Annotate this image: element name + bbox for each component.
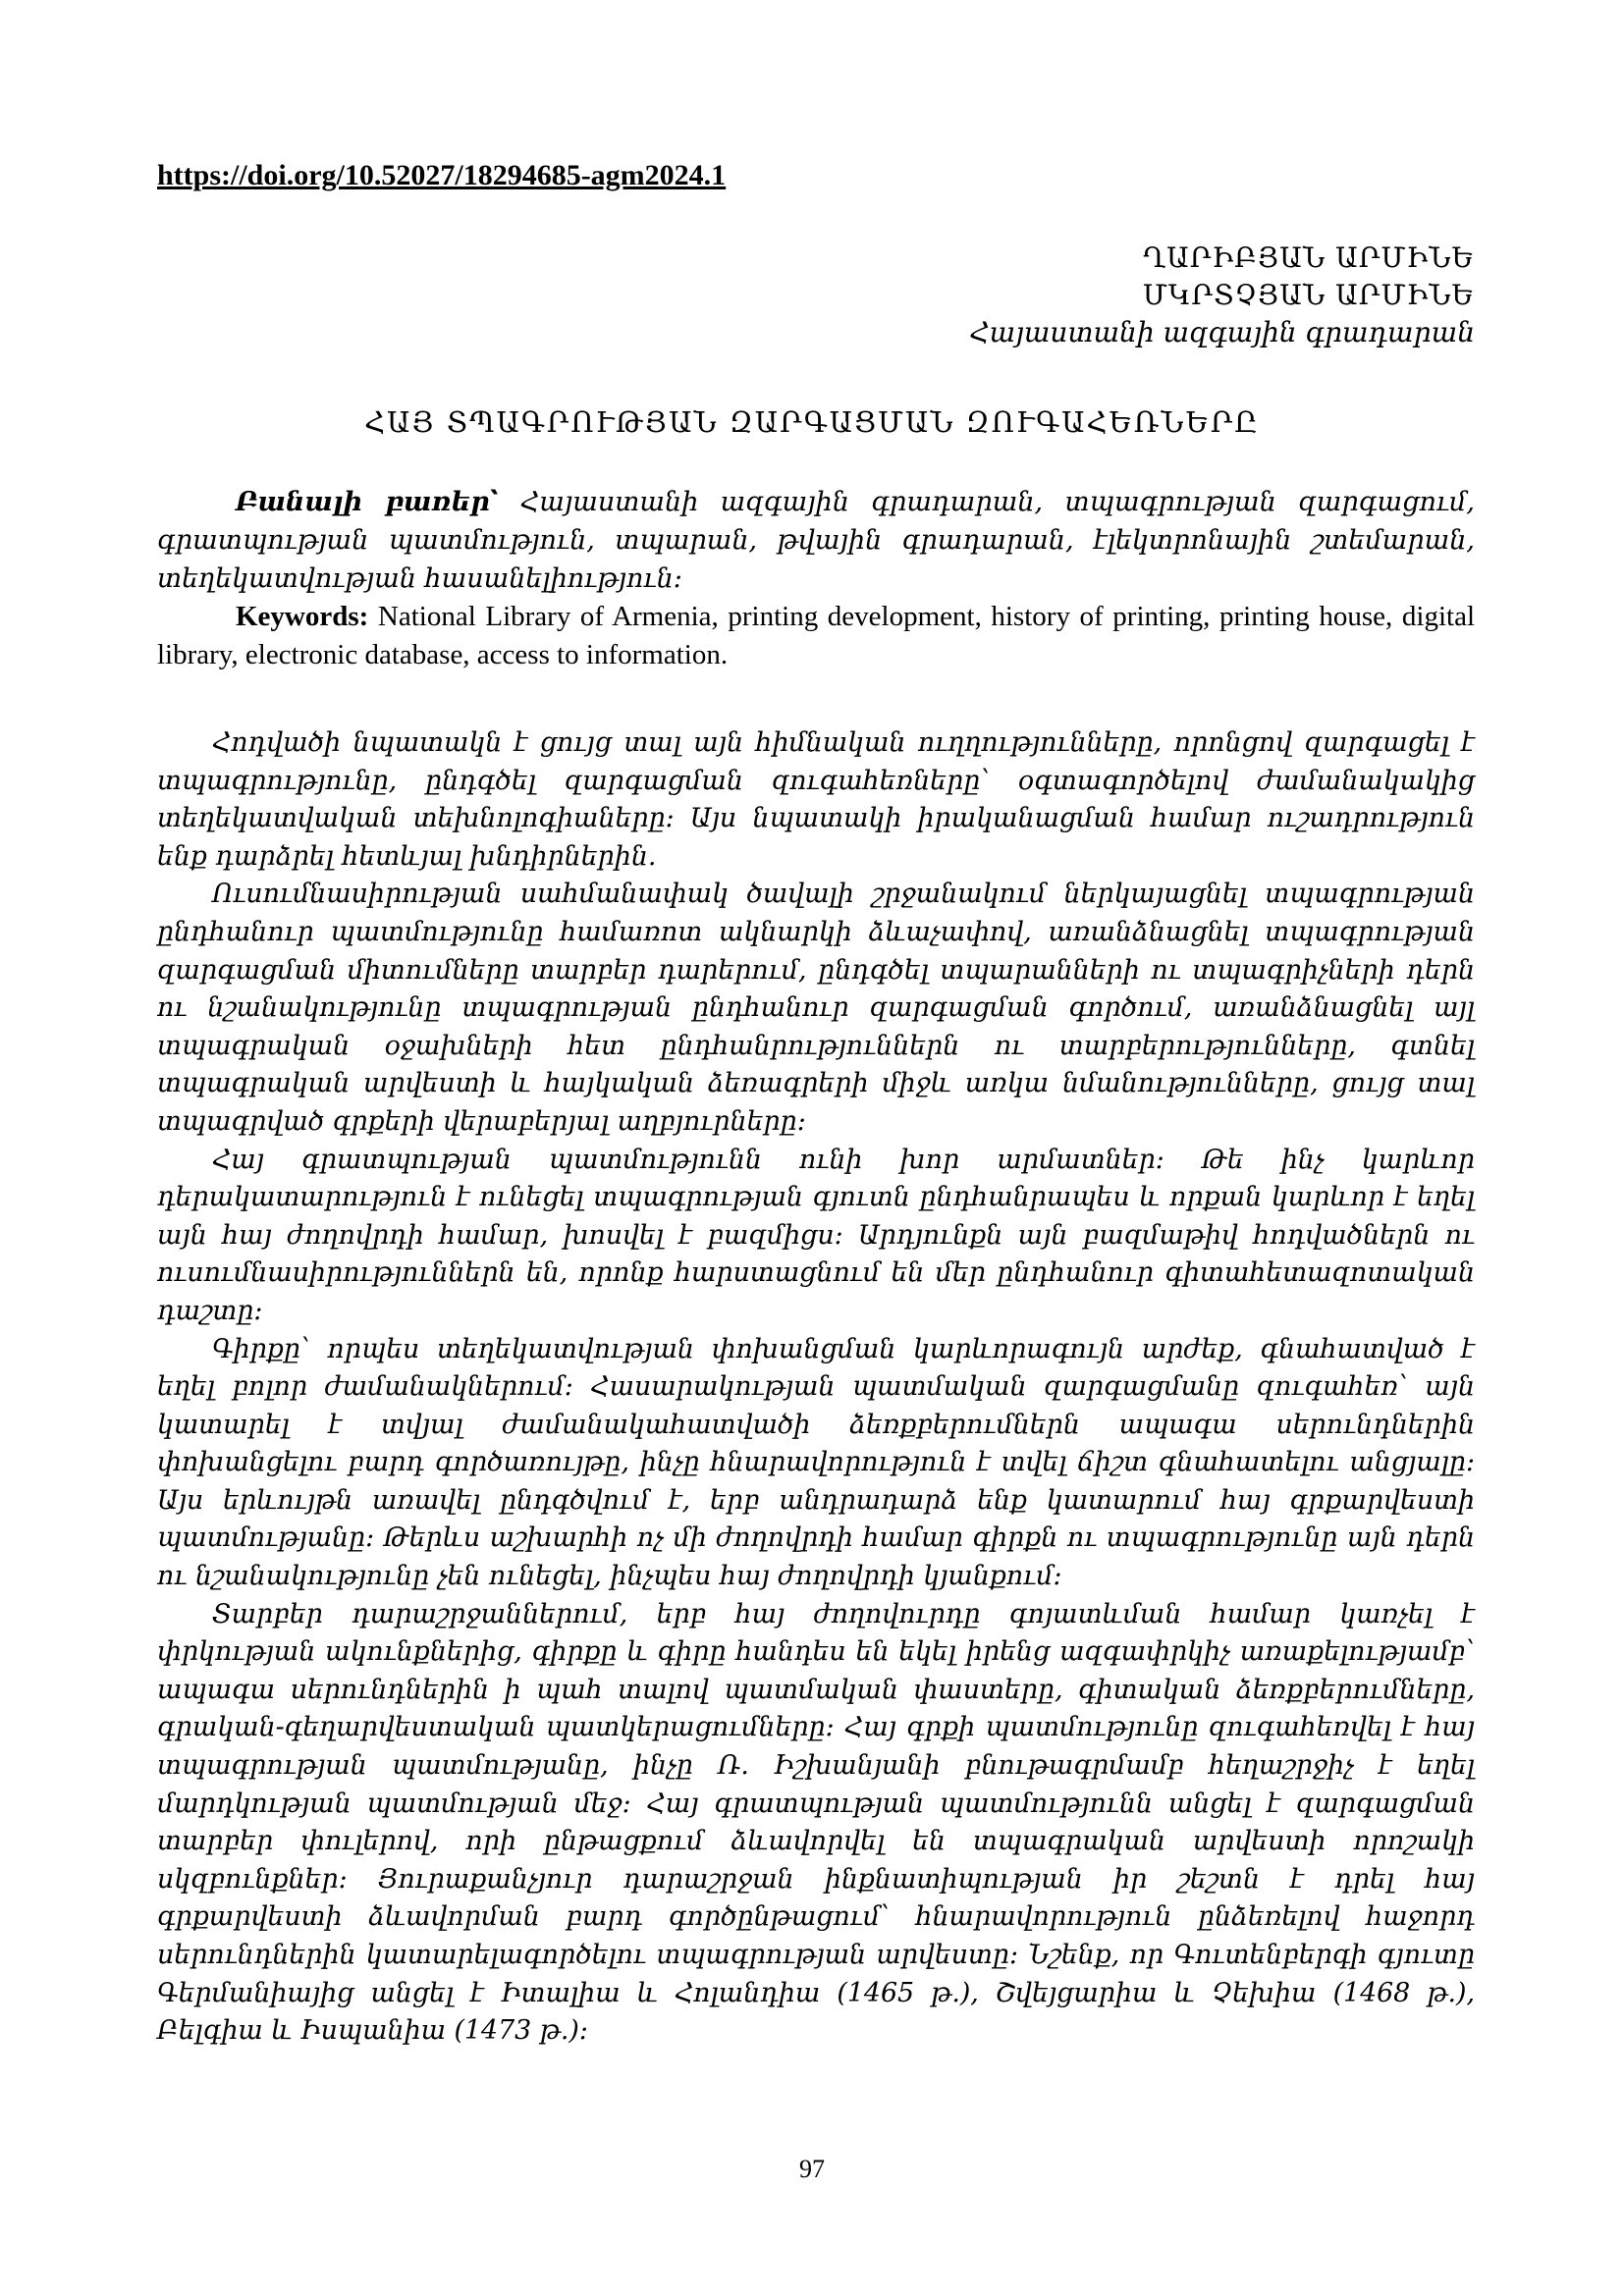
keywords-block xyxy=(157,483,1475,674)
keywords-english-label: Keywords: xyxy=(236,601,369,632)
body-paragraph-4: Գիրքը՝ որպես տեղեկատվության փոխանցման կարևորագույն արժեք, գնահատված է եղել բոլոր ժամանակներում: Հասարակության պատմական զարգացմանը զուգահեռ՝ այն կատարել է տվյալ ժամանակահատվածի ձեռքբերումներն ապագա սերունդներին փոխանցելու բարդ գործառույթը, ինչը հնարավորություն է տվել ճիշտ գնահատելու անցյալը: Այս երևույթն առավել ընդգծվում է, երբ անդրադարձ ենք կատարում հայ գրքարվեստի պատմությանը: Թերևս աշխարհի ոչ մի ժողովրդի համար գիրքն ու տպագրությունը այն դերն ու նշանակությունը չեն ունեցել, ինչպես հայ ժողովրդի կյանքում: xyxy=(157,1333,1475,1592)
keywords-english xyxy=(157,598,1475,674)
keywords-armenian-text: Հայաստանի ազգային գրադարան, տպագրության զարգացում, գրատպության պատմություն, տպարան, թվային գրադարան, էլեկտրոնային շտեմարան, տեղեկատվության հասանելիություն: xyxy=(157,487,1475,594)
keywords-english-text: National Library of Armenia, printing development, history of printing, printing house, digital library, electronic database, access to information. xyxy=(157,601,1475,670)
doi-link[interactable]: https://doi.org/10.52027/18294685-agm2024.1 xyxy=(157,159,727,191)
keywords-armenian-label: Բանալի բառեր՝ xyxy=(236,487,499,517)
article-body xyxy=(157,724,1475,2051)
body-paragraph-3: Հայ գրատպության պատմությունն ունի խոր արմատներ: Թե ինչ կարևոր դերակատարություն է ունեցել տպագրության գյուտն ընդհանրապես և որքան կարևոր է եղել այն հայ ժողովրդի համար, խոսվել է բազմիցս: Արդյունքն այն բազմաթիվ հոդվածներն ու ուսումնասիրություններն են, որոնք հարստացնում են մեր ընդհանուր գիտահետազոտական դաշտը: xyxy=(157,1144,1475,1326)
author-affiliation: Հայաստանի ազգային գրադարան xyxy=(969,316,1475,348)
author-block xyxy=(970,240,1476,351)
keywords-armenian xyxy=(157,483,1475,598)
body-paragraph-1: Հոդվածի նպատակն է ցույց տալ այն հիմնական ուղղությունները, որոնցով զարգացել է տպագրությունը, ընդգծել զարգացման զուգահեռները՝ օգտագործելով ժամանակակից տեղեկատվական տեխնոլոգիաները: Այս նպատակի իրականացման համար ուշադրություն ենք դարձրել հետևյալ խնդիրներին. xyxy=(157,727,1475,872)
article-title: ՀԱՅ ՏՊԱԳՐՈՒԹՅԱՆ ԶԱՐԳԱՑՄԱՆ ԶՈՒԳԱՀԵՌՆԵՐԸ xyxy=(364,405,1260,439)
author-name-1: ՂԱՐԻԲՅԱՆ ԱՐՄԻՆԵ xyxy=(1142,241,1475,274)
body-paragraph-2: Ուսումնասիրության սահմանափակ ծավալի շրջանակում ներկայացնել տպագրության ընդհանուր պատմությունը համառոտ ակնարկի ձևաչափով, առանձնացնել տպագրության զարգացման միտումները տարբեր դարերում, ընդգծել տպարանների ու տպագրիչների դերն ու նշանակությունը տպագրության ընդհանուր զարգացման գործում, առանձնացնել այլ տպագրական օջախների հետ ընդհանրություններն ու տարբերությունները, գտնել տպագրական արվեստի և հայկական ձեռագրերի միջև առկա նմանությունները, ցույց տալ տպագրված գրքերի վերաբերյալ աղբյուրները: xyxy=(157,879,1475,1137)
page-number: 97 xyxy=(799,2155,825,2183)
author-name-2: ՄԿՐՏՉՅԱՆ ԱՐՄԻՆԵ xyxy=(1142,279,1475,311)
body-paragraph-5: Տարբեր դարաշրջաններում, երբ հայ ժողովուրդը գոյատևման համար կառչել է փրկության ակունքներից, գիրքը և գիրը հանդես են եկել իրենց ազգափրկիչ առաքելությամբ՝ ապագա սերունդներին ի պահ տալով պատմական փաստերը, գիտական ձեռքբերումները, գրական-գեղարվեստական պատկերացումները: Հայ գրքի պատմությունը զուգահեռվել է հայ տպագրության պատմությանը, ինչը Ռ. Իշխանյանի բնութագրմամբ հեղաշրջիչ է եղել մարդկության պատմության մեջ: Հայ գրատպության պատմությունն անցել է զարգացման տարբեր փուլերով, որի ընթացքում ձևավորվել են տպագրական արվեստի որոշակի սկզբունքներ: Յուրաքանչյուր դարաշրջան ինքնատիպության իր շեշտն է դրել հայ գրքարվեստի ձևավորման բարդ գործընթացում՝ հնարավորություն ընձեռելով հաջորդ սերունդներին կատարելագործելու տպագրության արվեստը: Նշենք, որ Գուտենբերգի գյուտը Գերմանիայից անցել է Իտալիա և Հոլանդիա (1465 թ.), Շվեյցարիա և Չեխիա (1468 թ.), Բելգիա և Իսպանիա (1473 թ.): xyxy=(157,1598,1475,2047)
